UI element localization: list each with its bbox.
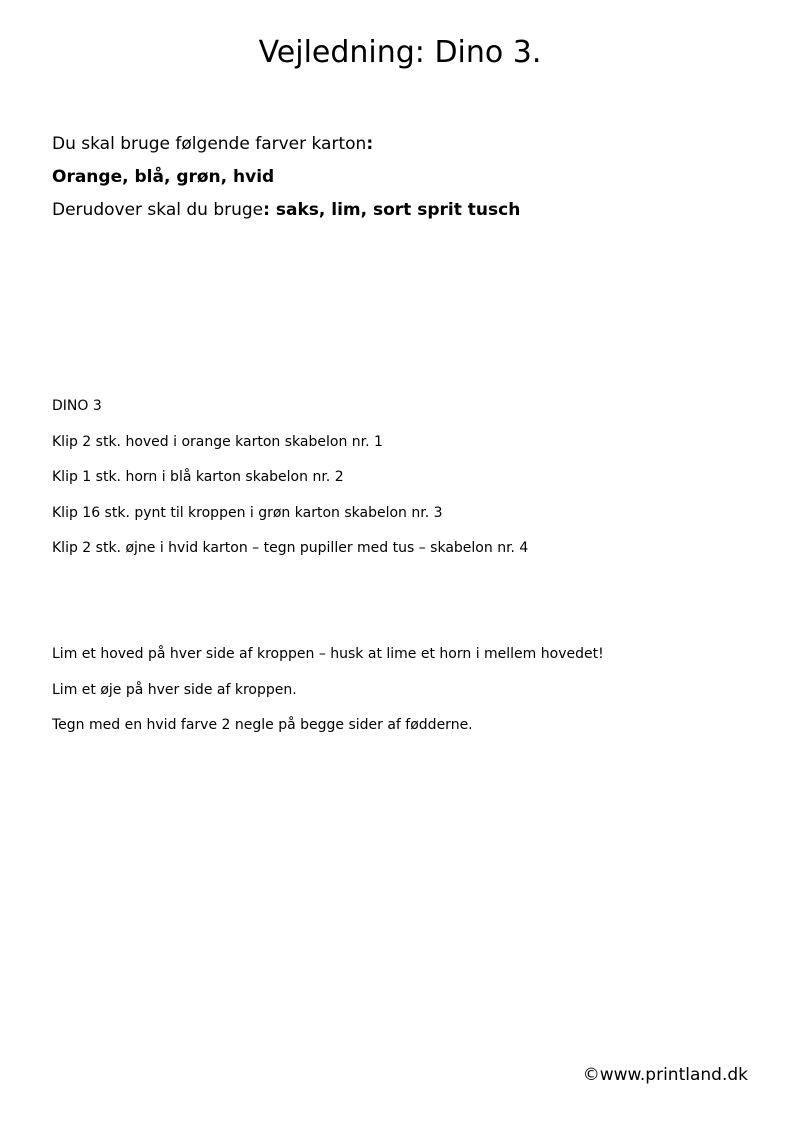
extras-line [52,196,752,224]
extras-list: : saks, lim, sort sprit tusch [263,200,521,220]
extras-intro: Derudover skal du bruge [52,200,264,220]
note-item: Tegn med en hvid farve 2 negle på begge sider af fødderne. [52,717,473,733]
colors-intro [52,130,752,158]
page-title: Vejledning: Dino 3. [258,35,542,70]
notes-list [52,643,772,750]
step-item: Klip 2 stk. hoved i orange karton skabelon nr. 1 [52,433,383,450]
note-item: Lim et øje på hver side af kroppen. [52,681,297,698]
colors-list: Orange, blå, grøn, hvid [52,167,275,187]
materials-section [52,130,752,224]
step-item: Klip 16 stk. pynt til kroppen i grøn karton skabelon nr. 3 [52,504,443,521]
steps-heading: DINO 3 [52,398,102,414]
colors-intro-text: Du skal bruge følgende farver karton [52,134,367,154]
footer-copyright: ©www.printland.dk [582,1065,748,1085]
step-item: Klip 2 stk. øjne i hvid karton – tegn pupiller med tus – skabelon nr. 4 [52,540,529,556]
steps-list [52,431,772,560]
colors-intro-colon: : [366,134,374,154]
steps-section [52,395,772,573]
note-item: Lim et hoved på hver side af kroppen – husk at lime et horn i mellem hovedet! [52,646,604,662]
step-item: Klip 1 stk. horn i blå karton skabelon nr. 2 [52,469,344,485]
